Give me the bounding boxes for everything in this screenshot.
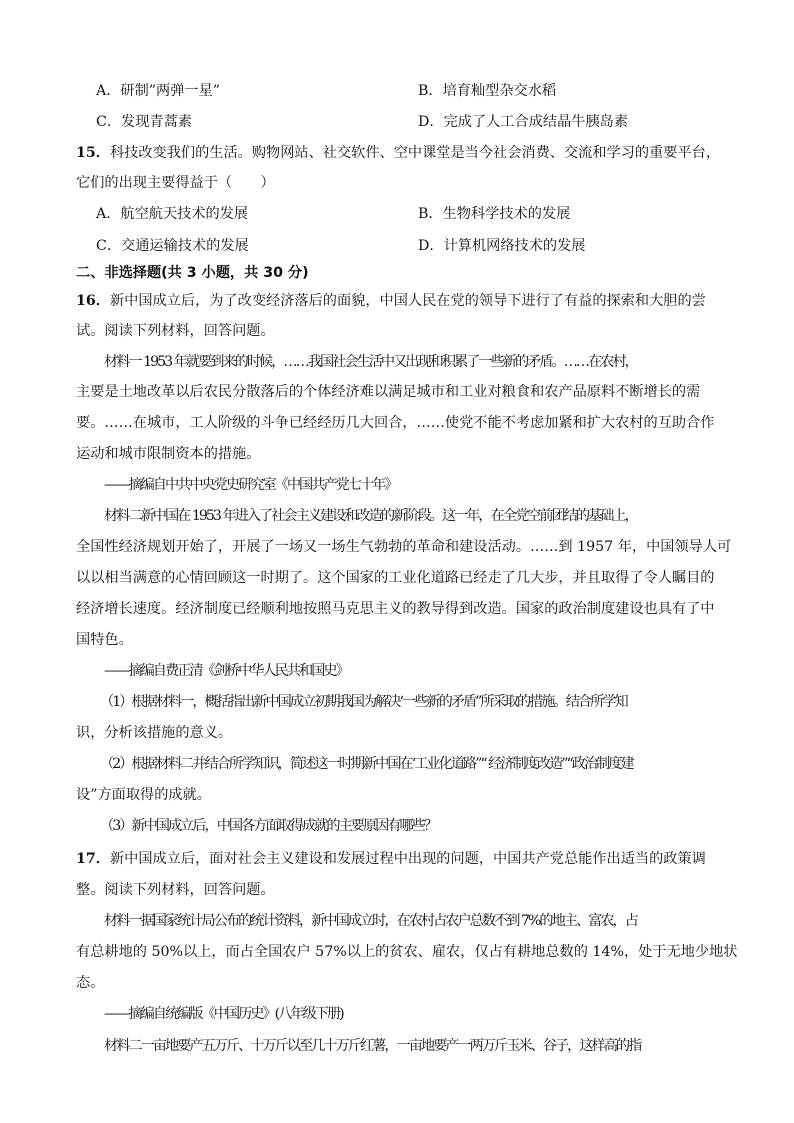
q16-number: 16． — [76, 293, 110, 309]
q14-option-a: A．研制”两弹一星” — [96, 83, 221, 99]
q17-material-1-line-3: 态。 — [76, 975, 105, 991]
q15-stem-line-2: 它们的出现主要得益于（ ） — [76, 175, 275, 191]
q16-subquestion-2-line-2: 设”方面取得的成就。 — [76, 787, 211, 803]
q16-subquestion-1-line-1: （1）根据材料一，概括指出新中国成立初期我国为解决‘一些新的矛盾”所采取的措施。结合所学知 — [100, 694, 627, 710]
q16-subquestion-3: （3）新中国成立后，中国各方面取得成就的主要原因有哪些？ — [100, 818, 437, 834]
q15-option-d: D．计算机网络技术的发展 — [418, 238, 586, 254]
q16-material-1-line-4: 运动和城市限制资本的措施。 — [76, 446, 261, 462]
q16-source-2: ——摘编自费正清《剑桥中华人民共和国史》 — [104, 663, 348, 679]
q17-stem-line-2: 整。阅读下列材料，回答问题。 — [76, 882, 275, 898]
q15-option-c: C．交通运输技术的发展 — [96, 238, 249, 254]
q15-option-b: B．生物科学技术的发展 — [418, 206, 571, 222]
q17-number: 17． — [76, 851, 110, 867]
q16-material-2-line-4: 经济增长速度。经济制度已经顺利地按照马克思主义的教导得到改造。国家的政治制度建设也具有了中 — [76, 601, 715, 617]
q15-stem-line-1: 15．科技改变我们的生活。购物网站、社交软件、空中课堂是当今社会消费、交流和学习的重要平台， — [76, 145, 721, 161]
q16-material-2-line-1: 材料二新中国在 1953 年进入了社会主义建设和改造的新阶段。这一年，在全党空前团结的基础上， — [104, 508, 637, 524]
q16-material-2-line-3: 以以相当满意的心情回顾这一时期了。这个国家的工业化道路已经走了几大步，并且取得了令人瞩目的 — [76, 570, 715, 586]
q17-material-1-line-1: 材料一据国家统计局公布的统计资料，新中国成立时，在农村占农户总数不到 7%的地主、富农，占 — [104, 913, 637, 929]
q14-option-c: C．发现青蒿素 — [96, 114, 192, 130]
q16-material-1-line-2: 主要是土地改革以后农民分散落后的个体经济难以满足城市和工业对粮食和农产品原料不断增长的需 — [76, 384, 701, 400]
q16-stem-line-2: 试。阅读下列材料，回答问题。 — [76, 323, 275, 339]
q15-option-a: A．航空航天技术的发展 — [96, 206, 249, 222]
q16-material-2-line-5: 国特色。 — [76, 632, 133, 648]
q17-material-1-line-2: 有总耕地的 50%以上，而占全国农户 57%以上的贫农、雇农，仅占有耕地总数的 14%，处于无地少地状 — [76, 944, 738, 960]
q17-source-1: ——摘编自统编版《中国历史》(八年级下册) — [104, 1006, 343, 1022]
q17-material-2-line-1: 材料二一亩地要产五万斤、十万斤以至几十万斤红薯，一亩地要产一两万斤玉米、谷子，这样高的指 — [104, 1038, 641, 1054]
q16-material-1-line-3: 要。……在城市，工人阶级的斗争已经经历几大回合，……使党不能不考虑加紧和扩大农村的互助合作 — [76, 415, 715, 431]
q16-subquestion-2-line-1: （2）根据材料二并结合所学知识，简述这一时期新中国在‘工业化道路”“ 经济制度改造”“政治制度建 — [100, 756, 633, 772]
q16-material-2-line-2: 全国性经济规划开始了，开展了一场又一场生气勃勃的革命和建设活动。……到 1957 年，中国领导人可 — [76, 539, 732, 555]
q16-source-1: ——摘编自中共中央党史研究室《中国共产党七十年》 — [104, 477, 397, 493]
section-2-heading: 二、非选择题(共 3 小题，共 30 分) — [76, 265, 309, 281]
q16-subquestion-1-line-2: 识，分析该措施的意义。 — [76, 725, 233, 741]
q14-option-b: B．培育籼型杂交水稻 — [418, 83, 557, 99]
q16-material-1-line-1: 材料一 1953 年就要到来的时候，……我国社会生活中又出现和积累了一些新的矛盾。……在农村， — [104, 354, 637, 370]
q15-number: 15． — [76, 145, 110, 161]
q14-option-d: D．完成了人工合成结晶牛胰岛素 — [418, 114, 629, 130]
q16-stem-line-1: 16．新中国成立后，为了改变经济落后的面貌，中国人民在党的领导下进行了有益的探索和大胆的尝 — [76, 293, 706, 309]
q17-stem-line-1: 17．新中国成立后，面对社会主义建设和发展过程中出现的问题，中国共产党总能作出适当的政策调 — [76, 851, 706, 867]
